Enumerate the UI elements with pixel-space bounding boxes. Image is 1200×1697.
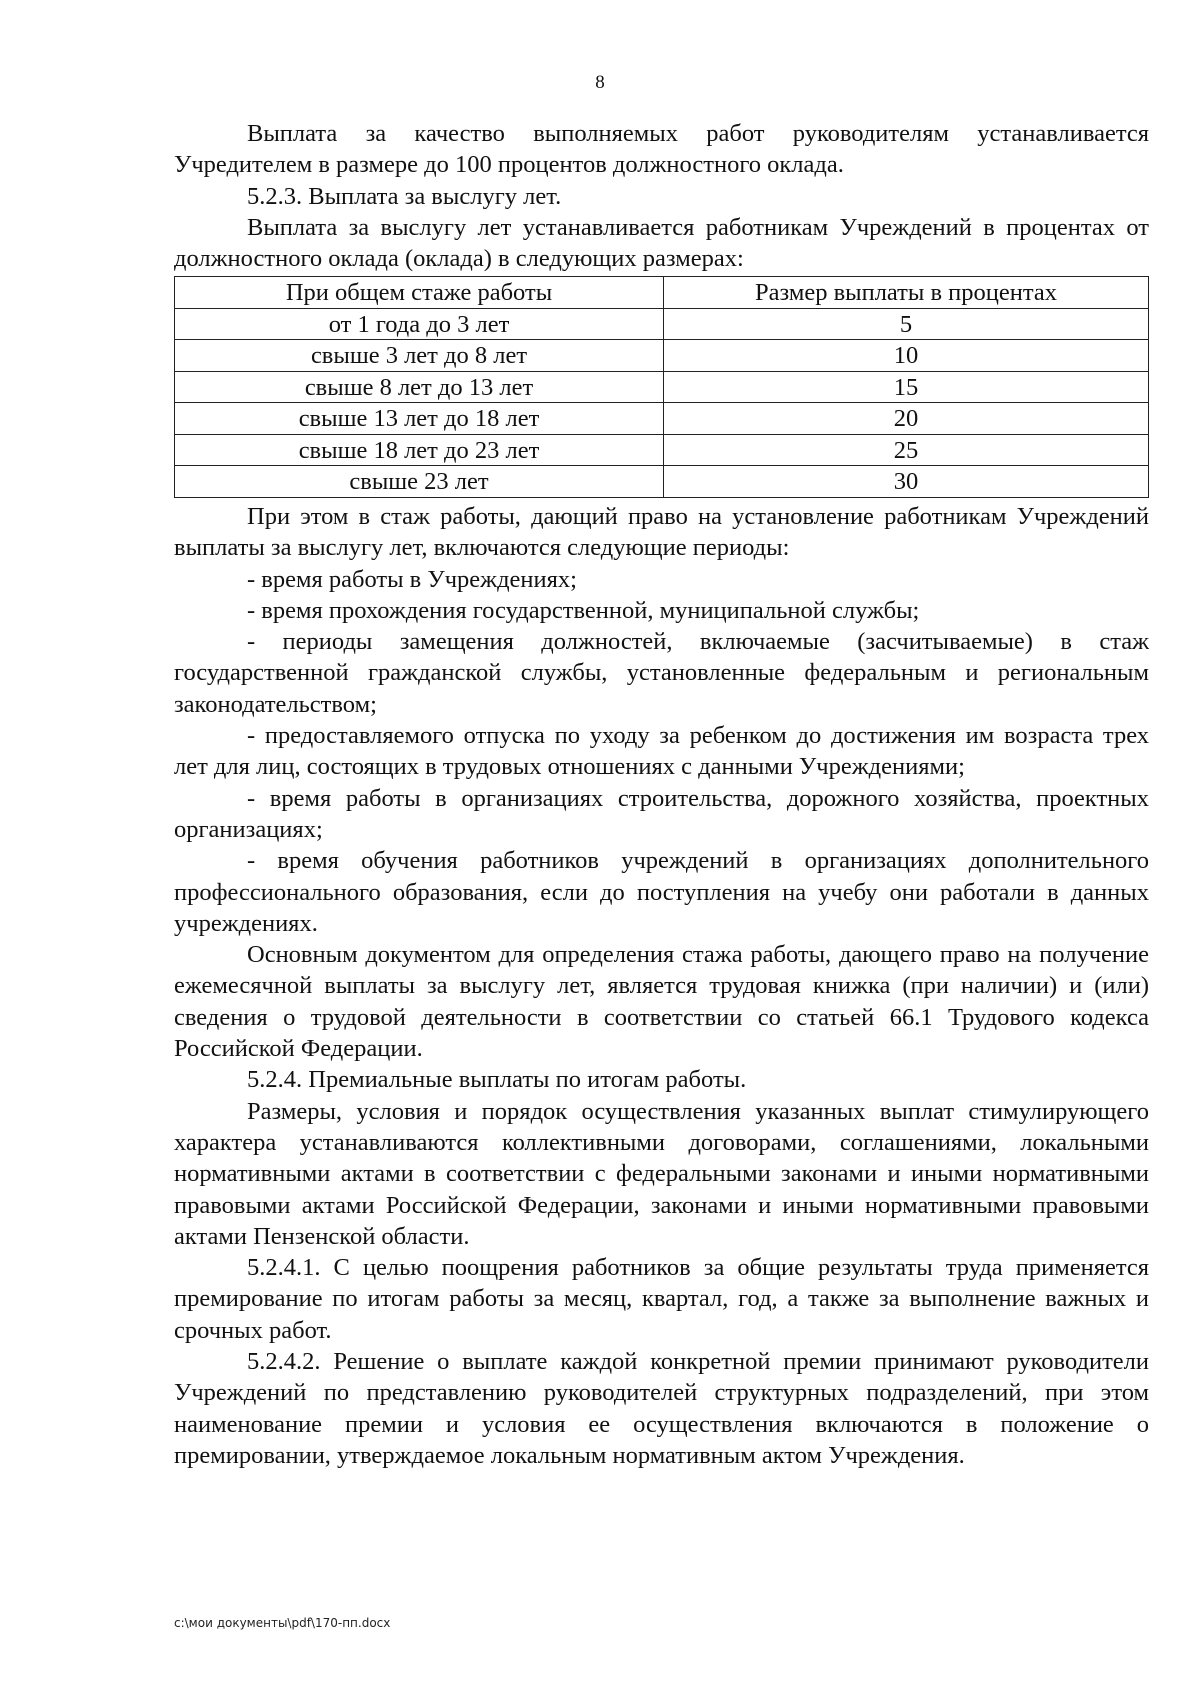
table-cell-experience: свыше 23 лет bbox=[175, 466, 664, 498]
list-item-period: - время обучения работников учреждений в организациях дополнительного профессионального образования, если до поступления на учебу они работали в данных учреждениях. bbox=[174, 847, 1149, 937]
list-item-period: - периоды замещения должностей, включаемые (засчитываемые) в стаж государственной гражданской службы, установленные федеральным и региональным законодательством; bbox=[174, 628, 1149, 718]
table-cell-experience: свыше 8 лет до 13 лет bbox=[175, 371, 664, 403]
table-header-row bbox=[175, 277, 1149, 309]
table-header-percent: Размер выплаты в процентах bbox=[664, 277, 1149, 309]
table-cell-experience: свыше 3 лет до 8 лет bbox=[175, 340, 664, 372]
table-cell-percent: 5 bbox=[664, 308, 1149, 340]
table-row bbox=[175, 371, 1149, 403]
table-cell-experience: от 1 года до 3 лет bbox=[175, 308, 664, 340]
table-cell-experience: свыше 18 лет до 23 лет bbox=[175, 434, 664, 466]
paragraph-periods-intro: При этом в стаж работы, дающий право на установление работникам Учреждений выплаты за выслугу лет, включаются следующие периоды: bbox=[174, 502, 1149, 562]
list-item-period: - время работы в Учреждениях; bbox=[247, 565, 577, 593]
document-body bbox=[174, 118, 1149, 1471]
footer-file-path: c:\мои документы\pdf\170-пп.docx bbox=[174, 1616, 391, 1630]
table-row bbox=[175, 403, 1149, 435]
paragraph-quality-payment: Выплата за качество выполняемых работ руководителям устанавливается Учредителем в размере до 100 процентов должностного оклада. bbox=[174, 120, 1149, 179]
table-row bbox=[175, 434, 1149, 466]
paragraph-bonus-conditions: Размеры, условия и порядок осуществления указанных выплат стимулирующего характера устанавливаются коллективными договорами, соглашениями, локальными нормативными актами в соответствии с федеральными законами и иными нормативными правовыми актами Российской Федерации, законами и иными нормативными правовыми актами Пензенской области. bbox=[174, 1097, 1149, 1250]
table-row bbox=[175, 308, 1149, 340]
table-cell-percent: 30 bbox=[664, 466, 1149, 498]
table-cell-percent: 20 bbox=[664, 403, 1149, 435]
table-header-experience: При общем стаже работы bbox=[175, 277, 664, 309]
table-cell-percent: 15 bbox=[664, 371, 1149, 403]
table-row bbox=[175, 466, 1149, 498]
list-item-period: - время работы в организациях строительства, дорожного хозяйства, проектных организациях; bbox=[174, 784, 1149, 843]
paragraph-seniority-intro: Выплата за выслугу лет устанавливается работникам Учреждений в процентах от должностного оклада (оклада) в следующих размерах: bbox=[174, 213, 1149, 273]
page-number: 8 bbox=[595, 72, 605, 93]
list-item-period: - время прохождения государственной, муниципальной службы; bbox=[247, 596, 920, 624]
paragraph-5-2-4-2: 5.2.4.2. Решение о выплате каждой конкретной премии принимают руководители Учреждений по представлению руководителей структурных подразделений, при этом наименование премии и условия ее осуществления включаются в положение о премировании, утверждаемое локальным нормативным актом Учреждения. bbox=[174, 1348, 1149, 1469]
section-heading-5-2-3: 5.2.3. Выплата за выслугу лет. bbox=[247, 182, 562, 210]
paragraph-main-document: Основным документом для определения стажа работы, дающего право на получение ежемесячной выплаты за выслугу лет, является трудовая книжка (при наличии) и (или) сведения о трудовой деятельности в соответствии со статьей 66.1 Трудового кодекса Российской Федерации. bbox=[174, 941, 1149, 1063]
paragraph-5-2-4-1: 5.2.4.1. С целью поощрения работников за общие результаты труда применяется премирование по итогам работы за месяц, квартал, год, а также за выполнение важных и срочных работ. bbox=[174, 1254, 1149, 1344]
section-heading-5-2-4: 5.2.4. Премиальные выплаты по итогам работы. bbox=[247, 1066, 747, 1094]
table-cell-percent: 10 bbox=[664, 340, 1149, 372]
table-cell-experience: свыше 13 лет до 18 лет bbox=[175, 403, 664, 435]
seniority-payment-table bbox=[174, 276, 1149, 498]
table-cell-percent: 25 bbox=[664, 434, 1149, 466]
table-row bbox=[175, 340, 1149, 372]
list-item-period: - предоставляемого отпуска по уходу за ребенком до достижения им возраста трех лет для лиц, состоящих в трудовых отношениях с данными Учреждениями; bbox=[174, 722, 1149, 781]
